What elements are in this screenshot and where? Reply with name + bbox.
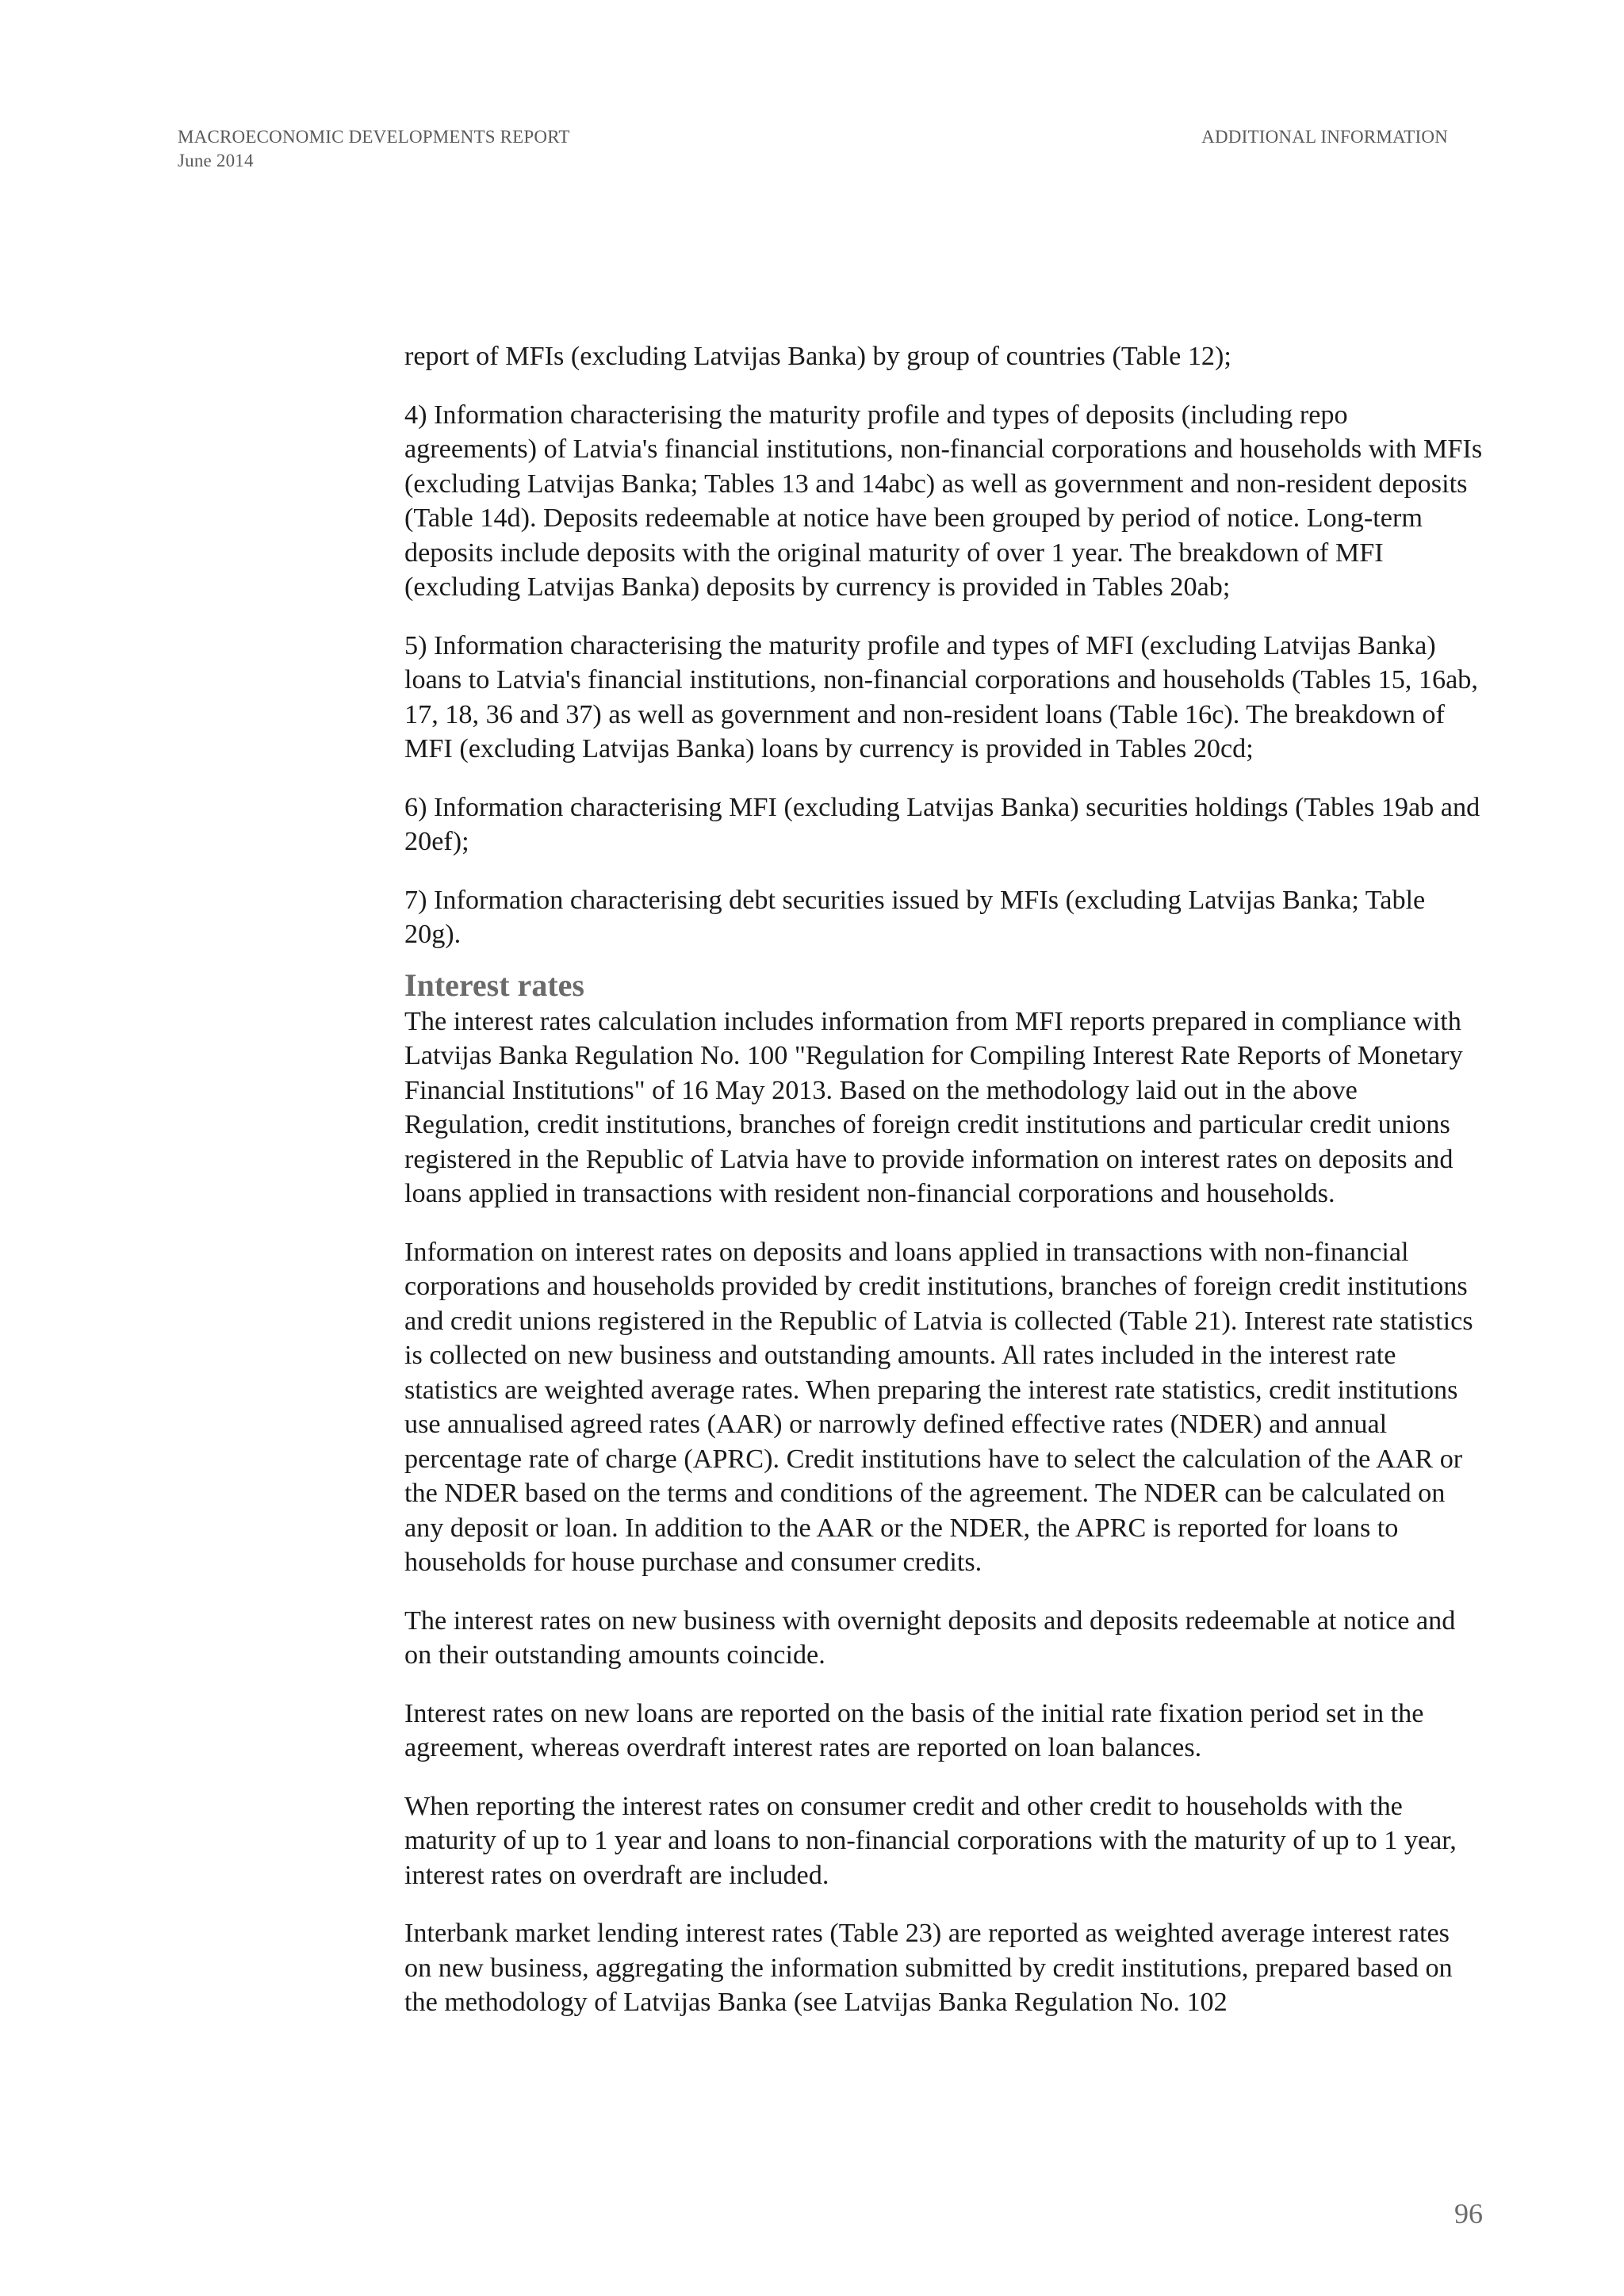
paragraph-1: report of MFIs (excluding Latvijas Banka) by group of countries (Table 12); <box>404 342 1231 371</box>
paragraph-2: 4) Information characterising the maturity profile and types of deposits (including repo agreements) of Latvia's financial institutions, non-financial corporations and households with MFIs (excluding Latvijas Banka; Tables 13 and 14abc) as well as government and non-resident deposits (Table 14d). Deposits redeemable at notice have been grouped by period of notice. Long-term deposits include deposits with the original maturity of over 1 year. The breakdown of MFI (excluding Latvijas Banka) deposits by currency is provided in Tables 20ab; <box>404 400 1483 602</box>
paragraph-5: 7) Information characterising debt securities issued by MFIs (excluding Latvijas Banka; Table 20g). <box>404 885 1426 949</box>
section-title: ADDITIONAL INFORMATION <box>1201 127 1448 147</box>
paragraph-4: 6) Information characterising MFI (excluding Latvijas Banka) securities holdings (Tables 19ab and 20ef); <box>404 792 1480 856</box>
paragraph-7: Information on interest rates on deposits and loans applied in transactions with non-financial corporations and households provided by credit institutions, branches of foreign credit institutions and credit unions registered in the Republic of Latvia is collected (Table 21). Interest rate statistics is collected on new business and outstanding amounts. All rates included in the interest rate statistics are weighted average rates. When preparing the interest rate statistics, credit institutions use annualised agreed rates (AAR) or narrowly defined effective rates (NDER) and annual percentage rate of charge (APRC). Credit institutions have to select the calculation of the AAR or the NDER based on the terms and conditions of the agreement. The NDER can be calculated on any deposit or loan. In addition to the AAR or the NDER, the APRC is reported for loans to households for house purchase and consumer credits. <box>404 1237 1473 1577</box>
report-title: MACROECONOMIC DEVELOPMENTS REPORT <box>178 127 570 147</box>
paragraph-3: 5) Information characterising the maturity profile and types of MFI (excluding Latvijas Banka) loans to Latvia's financial institutions, non-financial corporations and households (Tables 15, 16ab, 17, 18, 36 and 37) as well as government and non-resident loans (Table 16c). The breakdown of MFI (excluding Latvijas Banka) loans by currency is provided in Tables 20cd; <box>404 630 1478 763</box>
report-date: June 2014 <box>178 151 254 170</box>
paragraph-9: Interest rates on new loans are reported on the basis of the initial rate fixation period set in the agreement, whereas overdraft interest rates are reported on loan balances. <box>404 1698 1424 1762</box>
body-text <box>404 339 1483 2044</box>
page-number: 96 <box>1454 2198 1483 2229</box>
paragraph-10: When reporting the interest rates on consumer credit and other credit to households with the maturity of up to 1 year and loans to non-financial corporations with the maturity of up to 1 year, interest rates on overdraft are included. <box>404 1791 1457 1890</box>
section-heading-interest-rates: Interest rates <box>404 966 584 1003</box>
paragraph-8: The interest rates on new business with overnight deposits and deposits redeemable at notice and on their outstanding amounts coincide. <box>404 1605 1456 1670</box>
header-left <box>178 125 570 173</box>
paragraph-11: Interbank market lending interest rates (Table 23) are reported as weighted average interest rates on new business, aggregating the information submitted by credit institutions, prepared based on the methodology of Latvijas Banka (see Latvijas Banka Regulation No. 102 <box>404 1919 1453 2017</box>
paragraph-6: The interest rates calculation includes information from MFI reports prepared in compliance with Latvijas Banka Regulation No. 100 "Regulation for Compiling Interest Rate Reports of Monetary Financial Institutions" of 16 May 2013. Based on the methodology laid out in the above Regulation, credit institutions, branches of foreign credit institutions and particular credit unions registered in the Republic of Latvia have to provide information on interest rates on deposits and loans applied in transactions with resident non-financial corporations and households. <box>404 1006 1463 1208</box>
